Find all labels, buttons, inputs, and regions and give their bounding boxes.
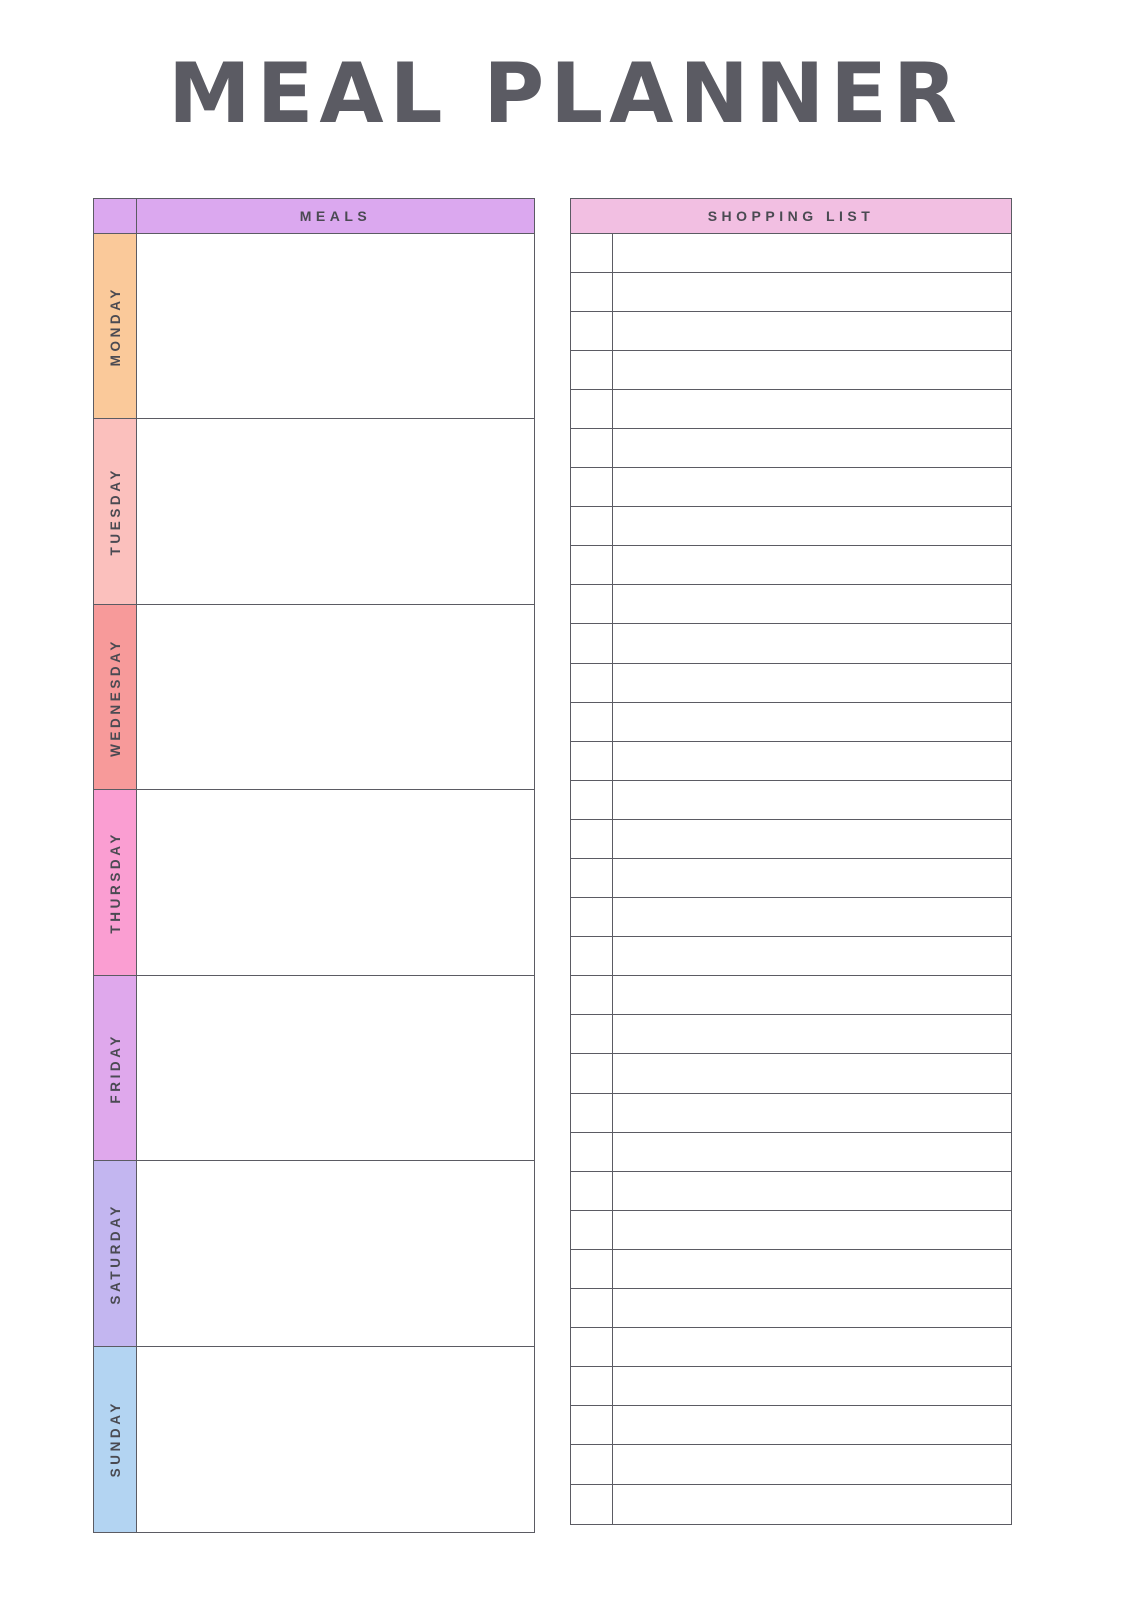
meal-entry-field-sunday[interactable] — [137, 1346, 535, 1533]
day-label-text: SUNDAY — [107, 1400, 123, 1478]
checkbox-cell[interactable] — [571, 1250, 613, 1288]
shopping-item-field[interactable] — [613, 937, 1011, 975]
shopping-list-rows — [570, 233, 1012, 1525]
shopping-list-header: SHOPPING LIST — [570, 198, 1012, 234]
shopping-list-item — [571, 859, 1011, 898]
day-label-text: FRIDAY — [107, 1032, 123, 1104]
shopping-list-item — [571, 1406, 1011, 1445]
meals-header-row — [93, 198, 535, 234]
shopping-item-field[interactable] — [613, 390, 1011, 428]
shopping-item-field[interactable] — [613, 1211, 1011, 1249]
day-label-text: TUESDAY — [107, 467, 123, 556]
shopping-list-item — [571, 898, 1011, 937]
meal-day-row — [93, 418, 535, 605]
shopping-item-field[interactable] — [613, 976, 1011, 1014]
checkbox-cell[interactable] — [571, 1133, 613, 1171]
shopping-list-item — [571, 351, 1011, 390]
shopping-item-field[interactable] — [613, 742, 1011, 780]
shopping-list-item — [571, 1211, 1011, 1250]
meal-day-row — [93, 975, 535, 1162]
shopping-list-item — [571, 664, 1011, 703]
checkbox-cell[interactable] — [571, 703, 613, 741]
shopping-item-field[interactable] — [613, 429, 1011, 467]
meals-header-corner — [93, 198, 137, 234]
shopping-list-item — [571, 1485, 1011, 1524]
shopping-item-field[interactable] — [613, 468, 1011, 506]
shopping-item-field[interactable] — [613, 234, 1011, 272]
shopping-item-field[interactable] — [613, 1015, 1011, 1053]
checkbox-cell[interactable] — [571, 1094, 613, 1132]
shopping-list-item — [571, 1367, 1011, 1406]
meal-day-row — [93, 1346, 535, 1533]
shopping-list-item — [571, 546, 1011, 585]
shopping-list-item — [571, 1328, 1011, 1367]
shopping-item-field[interactable] — [613, 1133, 1011, 1171]
meal-entry-field-monday[interactable] — [137, 233, 535, 420]
shopping-list-item — [571, 820, 1011, 859]
meal-entry-field-friday[interactable] — [137, 975, 535, 1162]
checkbox-cell[interactable] — [571, 664, 613, 702]
shopping-item-field[interactable] — [613, 664, 1011, 702]
checkbox-cell[interactable] — [571, 507, 613, 545]
checkbox-cell[interactable] — [571, 585, 613, 623]
day-label-friday — [93, 975, 137, 1162]
checkbox-cell[interactable] — [571, 468, 613, 506]
day-label-text: WEDNESDAY — [107, 637, 123, 757]
checkbox-cell[interactable] — [571, 312, 613, 350]
checkbox-cell[interactable] — [571, 937, 613, 975]
day-label-sunday — [93, 1346, 137, 1533]
shopping-list-item — [571, 468, 1011, 507]
shopping-list-item — [571, 507, 1011, 546]
checkbox-cell[interactable] — [571, 390, 613, 428]
meal-day-row — [93, 233, 535, 420]
shopping-list-item — [571, 273, 1011, 312]
shopping-list-item — [571, 1015, 1011, 1054]
day-label-tuesday — [93, 418, 137, 605]
checkbox-cell[interactable] — [571, 546, 613, 584]
checkbox-cell[interactable] — [571, 273, 613, 311]
checkbox-cell[interactable] — [571, 1289, 613, 1327]
shopping-item-field[interactable] — [613, 585, 1011, 623]
shopping-item-field[interactable] — [613, 1172, 1011, 1210]
page-title: MEAL PLANNER — [168, 45, 963, 142]
shopping-list-item — [571, 1250, 1011, 1289]
shopping-list-item — [571, 624, 1011, 663]
checkbox-cell[interactable] — [571, 976, 613, 1014]
shopping-item-field[interactable] — [613, 1289, 1011, 1327]
shopping-item-field[interactable] — [613, 546, 1011, 584]
shopping-item-field[interactable] — [613, 507, 1011, 545]
checkbox-cell[interactable] — [571, 1172, 613, 1210]
checkbox-cell[interactable] — [571, 781, 613, 819]
shopping-item-field[interactable] — [613, 351, 1011, 389]
shopping-list-item — [571, 1172, 1011, 1211]
checkbox-cell[interactable] — [571, 1328, 613, 1366]
checkbox-cell[interactable] — [571, 1406, 613, 1444]
shopping-list-item — [571, 937, 1011, 976]
day-label-monday — [93, 233, 137, 420]
meals-section — [93, 198, 535, 1533]
checkbox-cell[interactable] — [571, 1015, 613, 1053]
day-label-text: MONDAY — [107, 285, 123, 367]
shopping-list-item — [571, 742, 1011, 781]
shopping-list-item — [571, 312, 1011, 351]
checkbox-cell[interactable] — [571, 1445, 613, 1483]
checkbox-cell[interactable] — [571, 820, 613, 858]
shopping-item-field[interactable] — [613, 859, 1011, 897]
shopping-item-field[interactable] — [613, 781, 1011, 819]
meal-entry-field-tuesday[interactable] — [137, 418, 535, 605]
checkbox-cell[interactable] — [571, 1485, 613, 1524]
shopping-item-field[interactable] — [613, 1250, 1011, 1288]
shopping-item-field[interactable] — [613, 703, 1011, 741]
shopping-list-item — [571, 585, 1011, 624]
shopping-item-field[interactable] — [613, 1445, 1011, 1483]
checkbox-cell[interactable] — [571, 429, 613, 467]
shopping-list-item — [571, 976, 1011, 1015]
checkbox-cell[interactable] — [571, 1054, 613, 1092]
shopping-list-item — [571, 1054, 1011, 1093]
meal-entry-field-saturday[interactable] — [137, 1160, 535, 1347]
meals-header-label: MEALS — [137, 198, 535, 234]
shopping-list-item — [571, 703, 1011, 742]
day-label-saturday — [93, 1160, 137, 1347]
meal-entry-field-thursday[interactable] — [137, 789, 535, 976]
checkbox-cell[interactable] — [571, 351, 613, 389]
shopping-item-field[interactable] — [613, 1054, 1011, 1092]
shopping-item-field[interactable] — [613, 1328, 1011, 1366]
shopping-list-section — [570, 198, 1012, 1525]
shopping-item-field[interactable] — [613, 898, 1011, 936]
shopping-item-field[interactable] — [613, 312, 1011, 350]
shopping-list-item — [571, 1133, 1011, 1172]
checkbox-cell[interactable] — [571, 1367, 613, 1405]
shopping-list-item — [571, 234, 1011, 273]
checkbox-cell[interactable] — [571, 624, 613, 662]
meal-day-row — [93, 604, 535, 791]
shopping-list-item — [571, 1445, 1011, 1484]
checkbox-cell[interactable] — [571, 234, 613, 272]
meal-entry-field-wednesday[interactable] — [137, 604, 535, 791]
shopping-list-item — [571, 429, 1011, 468]
day-label-text: THURSDAY — [107, 831, 123, 934]
shopping-item-field[interactable] — [613, 273, 1011, 311]
shopping-item-field[interactable] — [613, 820, 1011, 858]
shopping-item-field[interactable] — [613, 1367, 1011, 1405]
shopping-item-field[interactable] — [613, 1094, 1011, 1132]
meals-day-rows — [93, 233, 535, 1533]
shopping-item-field[interactable] — [613, 1406, 1011, 1444]
day-label-text: SATURDAY — [107, 1202, 123, 1305]
checkbox-cell[interactable] — [571, 742, 613, 780]
shopping-item-field[interactable] — [613, 624, 1011, 662]
shopping-list-item — [571, 781, 1011, 820]
checkbox-cell[interactable] — [571, 859, 613, 897]
shopping-item-field[interactable] — [613, 1485, 1011, 1524]
day-label-thursday — [93, 789, 137, 976]
shopping-list-item — [571, 1094, 1011, 1133]
meal-day-row — [93, 1160, 535, 1347]
shopping-list-item — [571, 1289, 1011, 1328]
day-label-wednesday — [93, 604, 137, 791]
checkbox-cell[interactable] — [571, 898, 613, 936]
checkbox-cell[interactable] — [571, 1211, 613, 1249]
meal-day-row — [93, 789, 535, 976]
shopping-list-item — [571, 390, 1011, 429]
